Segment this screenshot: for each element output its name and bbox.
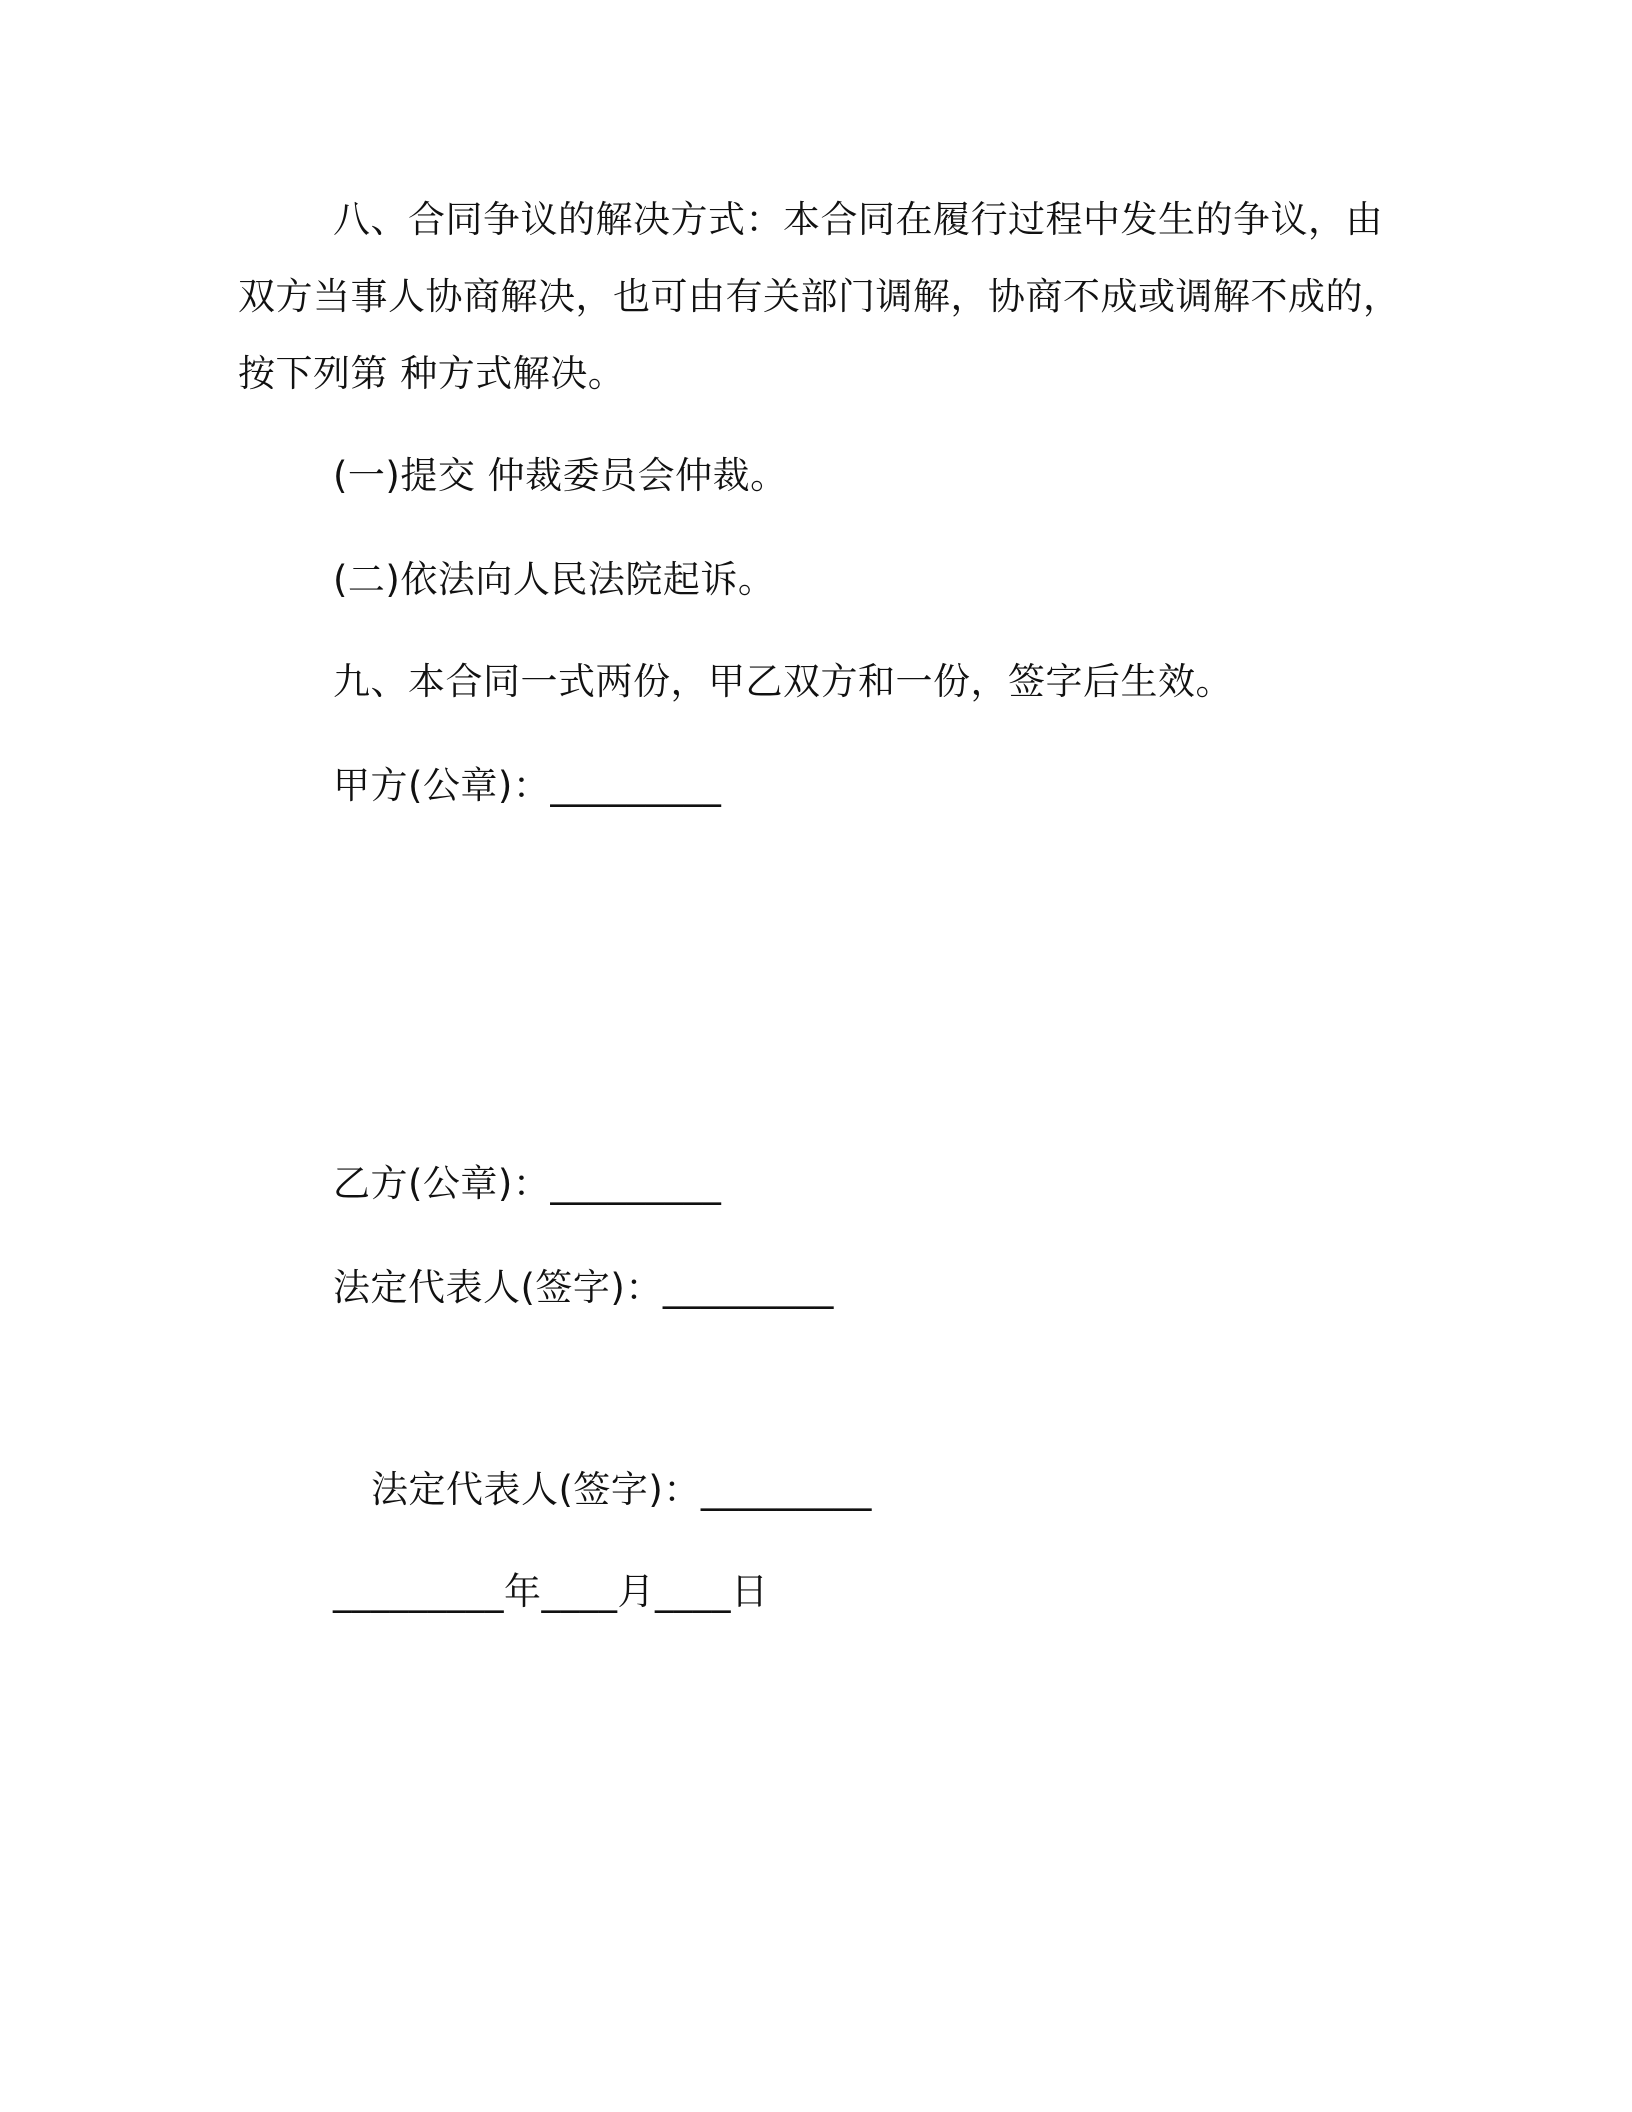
legal-representative-signature-2: 法定代表人(签字)：_________ <box>371 1468 872 1511</box>
dispute-option-1: (一)提交 仲裁委员会仲裁。 <box>333 454 788 497</box>
section-8-line-1: 八、合同争议的解决方式：本合同在履行过程中发生的争议，由 <box>333 198 1383 241</box>
date-line: _________年____月____日 <box>333 1570 769 1613</box>
dispute-option-2: (二)依法向人民法院起诉。 <box>333 558 776 601</box>
legal-representative-signature-1: 法定代表人(签字)：_________ <box>333 1266 834 1309</box>
section-8-line-2: 双方当事人协商解决，也可由有关部门调解，协商不成或调解不成的， <box>238 275 1401 318</box>
party-a-seal: 甲方(公章)：_________ <box>333 764 722 807</box>
section-9: 九、本合同一式两份，甲乙双方和一份，签字后生效。 <box>333 660 1233 703</box>
section-8-line-3: 按下列第 种方式解决。 <box>238 352 626 395</box>
party-b-seal: 乙方(公章)：_________ <box>333 1162 722 1205</box>
